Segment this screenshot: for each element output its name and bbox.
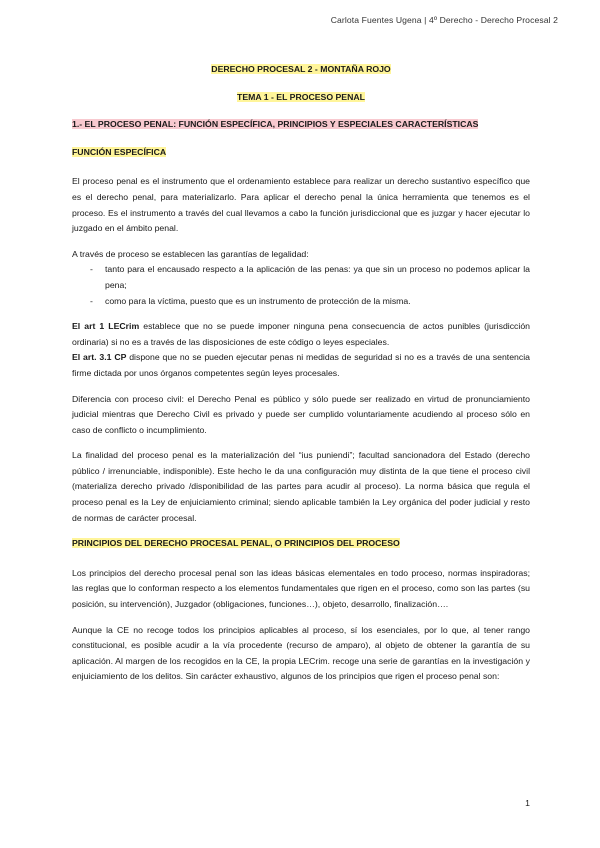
section-1-heading-line [72,117,530,133]
subsection-principios: PRINCIPIOS DEL DERECHO PROCESAL PENAL, O PRINCIPIOS DEL PROCESO [72,538,400,549]
garantias-list [72,262,530,309]
subsection-funcion-especifica: FUNCIÓN ESPECÍFICA [72,146,167,157]
art1-text: establece que no se puede imponer ninguna pena consecuencia de actos punibles (jurisdicción ordinaria) si no es a través de las disposiciones de este código o leyes especiales. [72,321,530,347]
paragraph-ce-principios: Aunque la CE no recoge todos los principios aplicables al proceso, sí los esenciales, por lo que, al tener rango constitucional, es posible acudir a la vía procedente (recurso de amparo), al objeto de obtener la garantía de su aplicación. Al margen de los recogidos en la CE, la propia LECrim. recoge una serie de garantías en la investigación y enjuiciamiento de los delitos. Sin carácter exhaustivo, algunos de los principios que rigen el proceso penal son: [72,624,530,682]
page-header: Carlota Fuentes Ugena | 4º Derecho - Derecho Procesal 2 [330,15,558,25]
art1-label: El art 1 LECrim [72,321,140,332]
paragraph-diferencia-civil: Diferencia con proceso civil: el Derecho Penal es público y sólo puede ser realizado en virtud de pronunciamiento judicial mientras que Derecho Civil es privado y puede ser cumplido voluntariamente acudiendo al proceso sólo en caso de conflicto o incumplimiento. [72,393,530,435]
list-item: - como para la víctima, puesto que es un instrumento de protección de la misma. [72,294,530,310]
paragraph-principios: Los principios del derecho procesal penal son las ideas básicas elementales en todo proceso, normas inspiradoras; las reglas que lo conforman respecto a los elementos fundamentales que rigen en el proceso, como son las partes (su posición, su intervención), Juzgador (obligaciones, funciones…), objeto, desarrollo, finalización…. [72,567,530,610]
paragraph-garantias: A través de proceso se establecen las garantías de legalidad: [72,248,309,259]
section-1-heading: 1.- EL PROCESO PENAL: FUNCIÓN ESPECÍFICA, PRINCIPIOS Y ESPECIALES CARACTERÍSTICAS [72,119,479,130]
paragraph-art1-lecrim [72,319,530,350]
tema-title-line [72,90,530,106]
page-number: 1 [525,798,530,808]
tema-title: TEMA 1 - EL PROCESO PENAL [237,91,365,102]
art3-text: dispone que no se pueden ejecutar penas ni medidas de seguridad si no es a través de una sentencia firme dictada por unos órganos competentes según leyes procesales. [72,352,530,378]
document-title: DERECHO PROCESAL 2 - MONTAÑA ROJO [211,64,391,74]
art3-label: El art. 3.1 CP [72,352,127,363]
subsection-principios-line [72,536,530,552]
list-item: - tanto para el encausado respecto a la aplicación de las penas: ya que sin un proceso no podemos aplicar la pena; [72,262,530,293]
paragraph-finalidad: La finalidad del proceso penal es la materialización del “ius puniendi”; facultad sancionadora del Estado (derecho público / irrenunciable, indisponible). Este hecho le da una configuración muy distinta de la que tiene el proceso civil (materializa derecho privado /disponibilidad de las partes para acudir al proceso). La norma básica que regula el proceso penal es la Ley de enjuiciamiento criminal; siendo aplicable también la Ley orgánica del poder judicial y resto de normas de carácter procesal. [72,450,530,523]
subsection-funcion-line [72,145,530,161]
paragraph-art3-cp [72,350,530,381]
paragraph-proceso-penal: El proceso penal es el instrumento que el ordenamiento establece para realizar un derecho sustantivo específico que es el derecho penal, para materializarlo. Para aplicar el derecho penal la única herramienta que tenemos es el proceso. Es el instrumento a través del cual llevamos a cabo la función jurisdiccional que es juzgar y hacer ejecutar lo juzgado en el ámbito penal. [72,176,530,234]
page-content [72,62,530,685]
document-title-line [72,62,530,78]
